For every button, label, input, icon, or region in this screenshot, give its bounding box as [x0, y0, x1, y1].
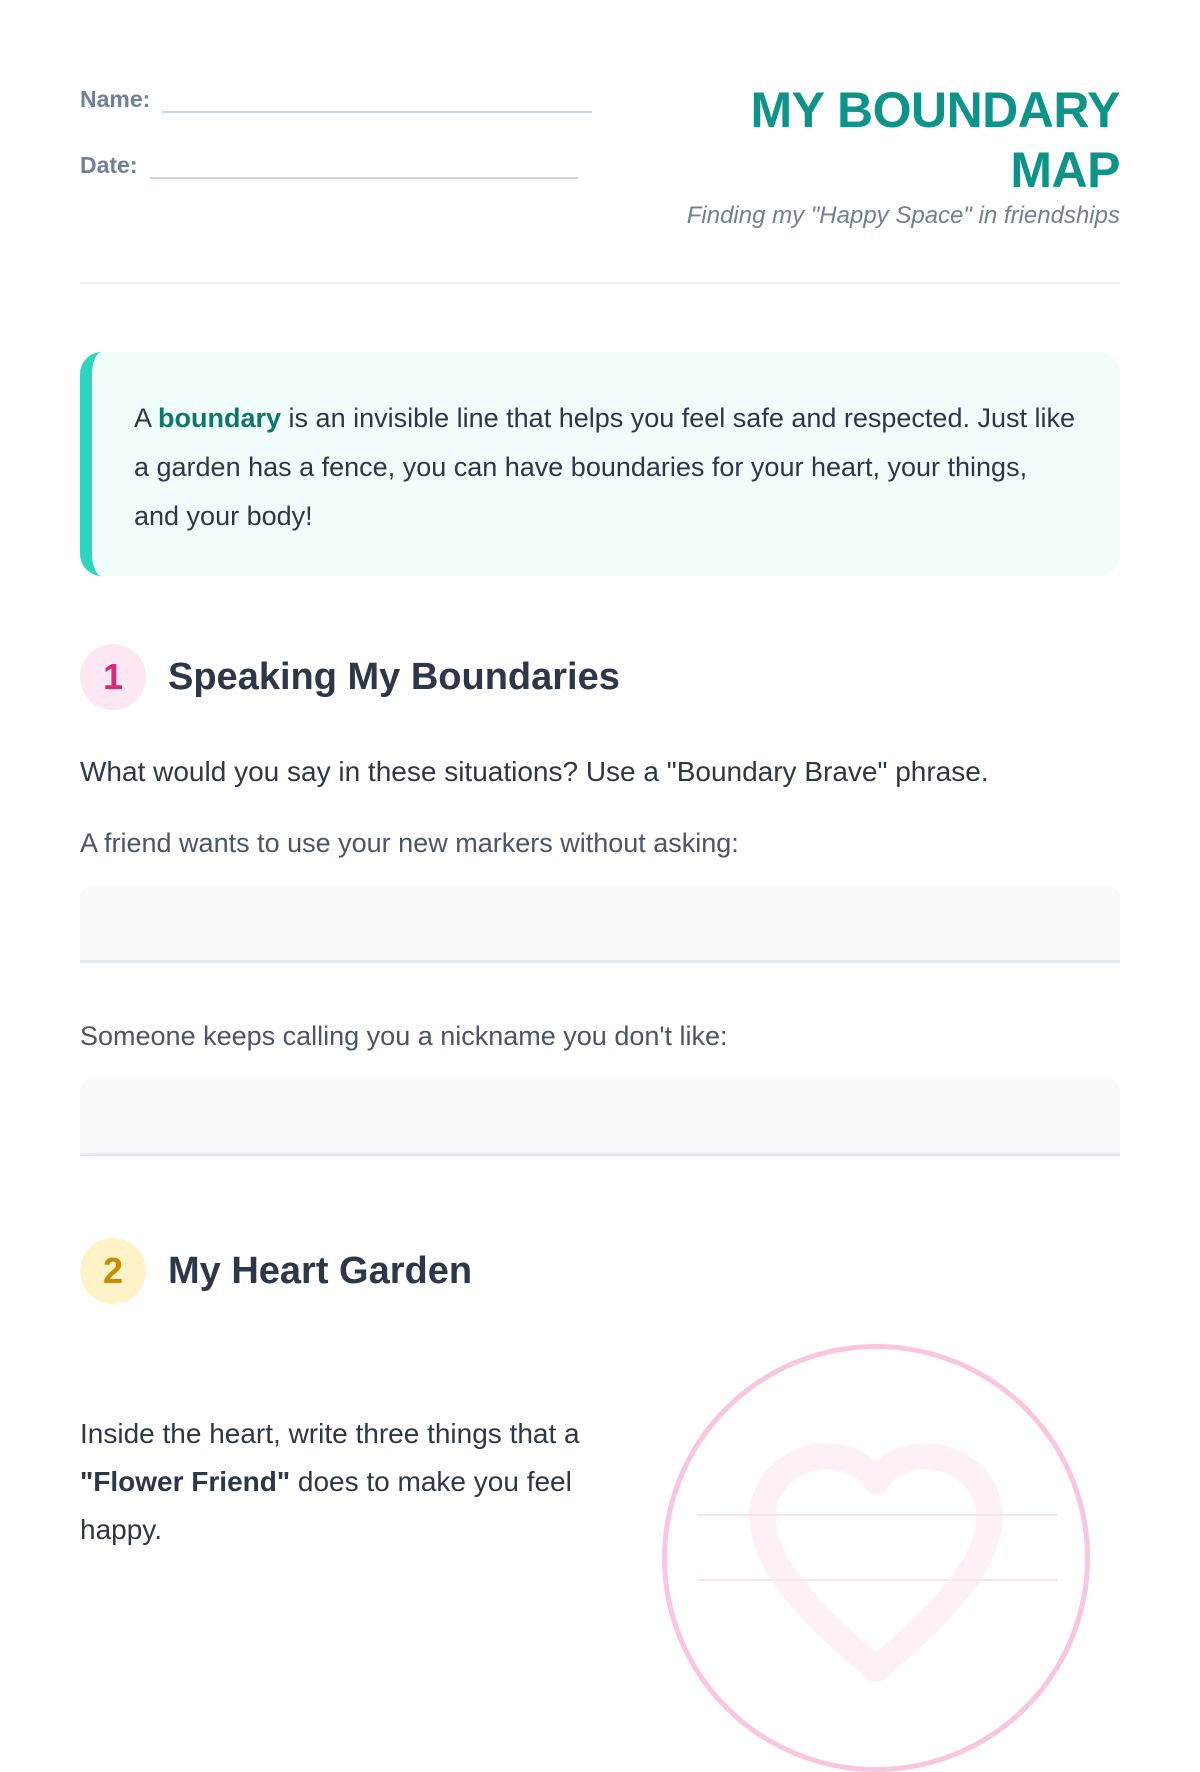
worksheet-header [80, 0, 1120, 284]
question-1: A friend wants to use your new markers without asking: [80, 828, 739, 858]
flower-friend-label: "Flower Friend" [80, 1466, 291, 1497]
heart-write-line-1[interactable] [697, 1514, 1057, 1516]
section-2-title: My Heart Garden [168, 1249, 473, 1292]
intro-keyword: boundary [158, 403, 282, 433]
intro-callout [80, 352, 1120, 576]
answer-box-1[interactable] [80, 885, 1120, 963]
answer-box-2[interactable] [80, 1078, 1120, 1156]
heart-write-line-2[interactable] [697, 1579, 1057, 1581]
section-1-heading [80, 644, 620, 710]
question-2: Someone keeps calling you a nickname you don't like: [80, 1021, 728, 1051]
section-1-prompt: What would you say in these situations? Use a "Boundary Brave" phrase. [80, 756, 989, 787]
title-line-1: MY BOUNDARY [750, 82, 1120, 138]
section-1-title: Speaking My Boundaries [168, 655, 620, 698]
name-field-row [80, 86, 592, 113]
section-1-number-badge: 1 [80, 644, 146, 710]
section-2-number-badge: 2 [80, 1238, 146, 1304]
name-input-line[interactable] [162, 91, 592, 113]
date-field-row [80, 152, 578, 179]
intro-text-rest: is an invisible line that helps you feel safe and respected. Just like a garden has a fence, you can have boundaries for your heart, your things, and your body! [134, 403, 1076, 531]
page-subtitle: Finding my "Happy Space" in friendships [686, 202, 1120, 229]
heart-garden-instructions [80, 1410, 580, 1554]
heart-garden-circle [662, 1344, 1090, 1772]
instructions-end: does to make you feel happy. [80, 1466, 572, 1545]
date-label: Date: [80, 152, 138, 178]
section-2-heading [80, 1238, 472, 1304]
instructions-start: Inside the heart, write three things that a [80, 1418, 580, 1449]
intro-text-start: A [134, 403, 159, 433]
name-label: Name: [80, 86, 151, 112]
worksheet-page [80, 0, 1120, 1600]
page-title [750, 80, 1120, 200]
title-line-2: MAP [1010, 142, 1120, 198]
date-input-line[interactable] [150, 157, 578, 179]
heart-icon [667, 1349, 1090, 1772]
